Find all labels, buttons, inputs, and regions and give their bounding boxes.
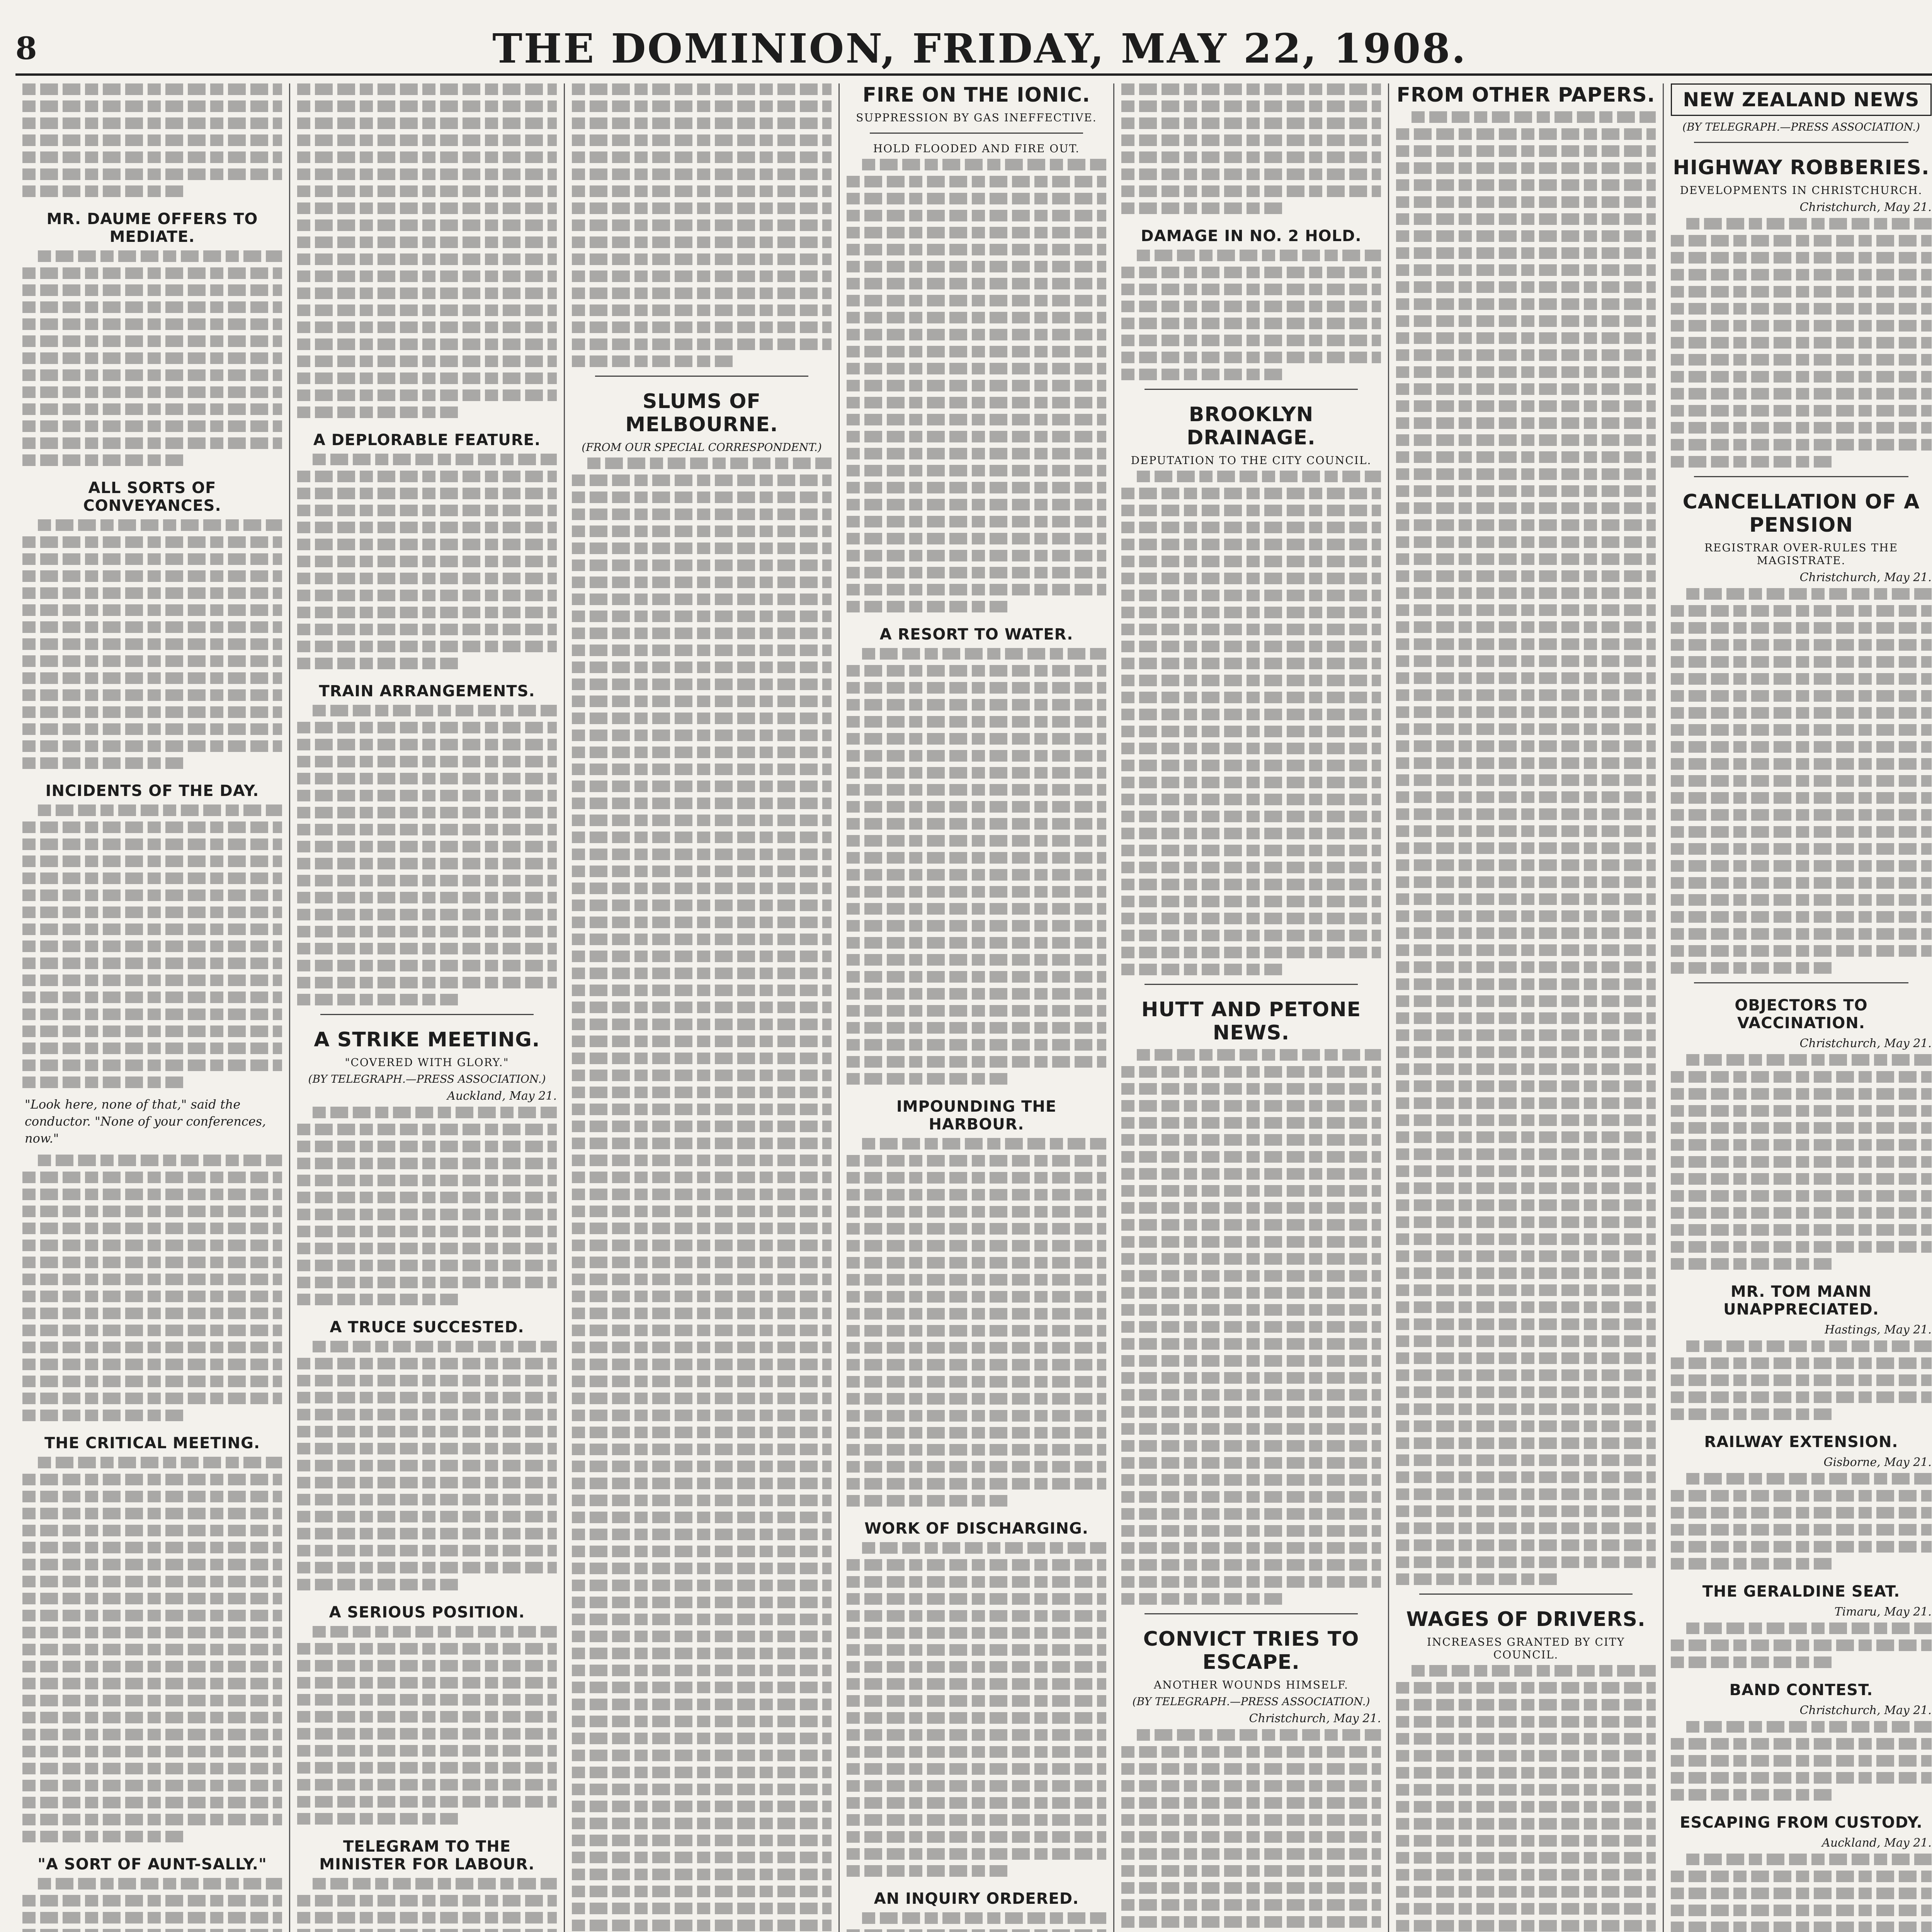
column-6 — [1389, 83, 1664, 1932]
article-text — [1396, 111, 1656, 1585]
headline: A DEPLORABLE FEATURE. — [313, 431, 541, 449]
section-rule — [320, 1014, 534, 1015]
section-rule — [595, 376, 808, 377]
column-1 — [15, 83, 290, 1932]
article-text — [847, 159, 1106, 612]
dateline: Auckland, May 21. — [1822, 1836, 1932, 1850]
agency-credit: (BY TELEGRAPH.—PRESS ASSOCIATION.) — [308, 1073, 546, 1085]
article-text — [297, 705, 557, 1005]
headline: CONVICT TRIES TO ESCAPE. — [1143, 1628, 1359, 1674]
column-5 — [1114, 83, 1389, 1932]
headline: A RESORT TO WATER. — [879, 626, 1073, 643]
headline: A STRIKE MEETING. — [314, 1028, 540, 1051]
subheading: INCREASES GRANTED BY CITY COUNCIL. — [1427, 1636, 1625, 1661]
agency-credit: (BY TELEGRAPH.—PRESS ASSOCIATION.) — [1682, 121, 1920, 133]
column-4 — [840, 83, 1114, 1932]
headline: WORK OF DISCHARGING. — [864, 1520, 1088, 1537]
subheading: HOLD FLOODED AND FIRE OUT. — [873, 142, 1080, 155]
dateline: Auckland, May 21. — [447, 1089, 557, 1103]
dateline: Christchurch, May 21. — [1799, 571, 1932, 584]
headline: ALL SORTS OF CONVEYANCES. — [83, 479, 221, 515]
article-text — [22, 519, 282, 769]
article-text — [572, 83, 832, 367]
headline: BROOKLYN DRAINAGE. — [1187, 403, 1316, 449]
agency-credit: (BY TELEGRAPH.—PRESS ASSOCIATION.) — [1132, 1695, 1370, 1708]
section-rule — [1694, 476, 1908, 477]
section-banner: NEW ZEALAND NEWS — [1671, 83, 1932, 116]
article-text — [847, 1912, 1106, 1932]
article-text — [1671, 1473, 1932, 1570]
headline: OBJECTORS TO VACCINATION. — [1735, 997, 1868, 1032]
column-7 — [1664, 83, 1932, 1932]
article-text — [1121, 1049, 1381, 1605]
pull-quote: "Look here, none of that," said the conductor. "None of your conferences, now." — [25, 1097, 266, 1146]
dateline: Christchurch, May 21. — [1799, 201, 1932, 214]
article-text — [847, 1542, 1106, 1877]
headline: WAGES OF DRIVERS. — [1406, 1608, 1646, 1631]
article-text — [1121, 471, 1381, 975]
headline: HUTT AND PETONE NEWS. — [1141, 998, 1361, 1044]
dateline: Christchurch, May 21. — [1249, 1712, 1381, 1725]
headline: DAMAGE IN NO. 2 HOLD. — [1141, 227, 1362, 245]
section-rule — [1694, 982, 1908, 983]
section-rule — [1419, 1594, 1633, 1595]
masthead — [15, 23, 1932, 76]
headline: CANCELLATION OF A PENSION — [1682, 490, 1920, 537]
section-rule — [1694, 142, 1908, 143]
article-text — [297, 1107, 557, 1305]
article-text — [1671, 1340, 1932, 1420]
subheading: SUPPRESSION BY GAS INEFFECTIVE. — [856, 111, 1097, 124]
article-text — [572, 457, 832, 1932]
article-text — [297, 1878, 557, 1932]
article-text — [297, 83, 557, 418]
headline: TELEGRAM TO THE MINISTER FOR LABOUR. — [319, 1838, 535, 1873]
article-text — [1121, 1729, 1381, 1932]
headline: BAND CONTEST. — [1729, 1681, 1873, 1699]
headline: INCIDENTS OF THE DAY. — [45, 782, 259, 800]
column-3 — [565, 83, 840, 1932]
headline: A TRUCE SUCCESTED. — [330, 1318, 524, 1336]
headline: MR. TOM MANN UNAPPRECIATED. — [1723, 1283, 1879, 1318]
newspaper-title: THE DOMINION, FRIDAY, MAY 22, 1908. — [492, 24, 1467, 72]
section-rule — [1145, 1613, 1358, 1614]
article-text — [297, 1626, 557, 1825]
headline: FROM OTHER PAPERS. — [1396, 83, 1655, 107]
dateline: Christchurch, May 21. — [1799, 1037, 1932, 1050]
article-text — [1671, 218, 1932, 468]
headline: HIGHWAY ROBBERIES. — [1673, 156, 1930, 179]
dateline: Hastings, May 21. — [1825, 1323, 1932, 1337]
headline: SLUMS OF MELBOURNE. — [625, 390, 778, 436]
article-text — [1396, 1665, 1656, 1932]
article-text — [22, 1155, 282, 1421]
article-text — [847, 1138, 1106, 1507]
article-text — [1671, 588, 1932, 974]
dateline: Timaru, May 21. — [1834, 1605, 1932, 1619]
headline: RAILWAY EXTENSION. — [1704, 1433, 1898, 1451]
headline: ESCAPING FROM CUSTODY. — [1680, 1814, 1923, 1832]
article-text — [1121, 250, 1381, 380]
article-text — [22, 1457, 282, 1842]
subheading: DEVELOPMENTS IN CHRISTCHURCH. — [1680, 184, 1923, 197]
headline: TRAIN ARRANGEMENTS. — [319, 682, 535, 700]
article-text — [22, 1878, 282, 1932]
section-rule — [870, 133, 1083, 134]
article-text — [22, 83, 282, 197]
article-text — [847, 648, 1106, 1085]
headline: THE GERALDINE SEAT. — [1702, 1583, 1900, 1600]
headline: MR. DAUME OFFERS TO MEDIATE. — [46, 210, 258, 246]
section-rule — [1145, 389, 1358, 390]
article-text — [1671, 1054, 1932, 1270]
page-number: 8 — [15, 30, 37, 66]
headline: FIRE ON THE IONIC. — [862, 83, 1090, 107]
column-2 — [290, 83, 565, 1932]
article-text — [22, 804, 282, 1088]
subheading: (FROM OUR SPECIAL CORRESPONDENT.) — [582, 441, 822, 454]
article-text — [297, 1341, 557, 1590]
headline: AN INQUIRY ORDERED. — [874, 1890, 1079, 1908]
headline: IMPOUNDING THE HARBOUR. — [896, 1098, 1057, 1133]
dateline: Gisborne, May 21. — [1823, 1456, 1932, 1469]
headline: THE CRITICAL MEETING. — [44, 1434, 260, 1452]
article-text — [1671, 1721, 1932, 1801]
article-text — [1121, 83, 1381, 214]
article-text — [1671, 1854, 1932, 1932]
article-text — [1671, 1622, 1932, 1668]
subheading: REGISTRAR OVER-RULES THE MAGISTRATE. — [1704, 541, 1898, 567]
subheading: "COVERED WITH GLORY." — [345, 1056, 509, 1069]
subheading: DEPUTATION TO THE CITY COUNCIL. — [1131, 454, 1372, 467]
headline: "A SORT OF AUNT-SALLY." — [37, 1855, 267, 1873]
columns — [15, 83, 1932, 1932]
article-text — [297, 454, 557, 669]
article-text — [22, 250, 282, 466]
headline: A SERIOUS POSITION. — [329, 1604, 525, 1621]
subheading: ANOTHER WOUNDS HIMSELF. — [1154, 1679, 1349, 1691]
dateline: Christchurch, May 21. — [1799, 1704, 1932, 1717]
section-rule — [1145, 984, 1358, 985]
